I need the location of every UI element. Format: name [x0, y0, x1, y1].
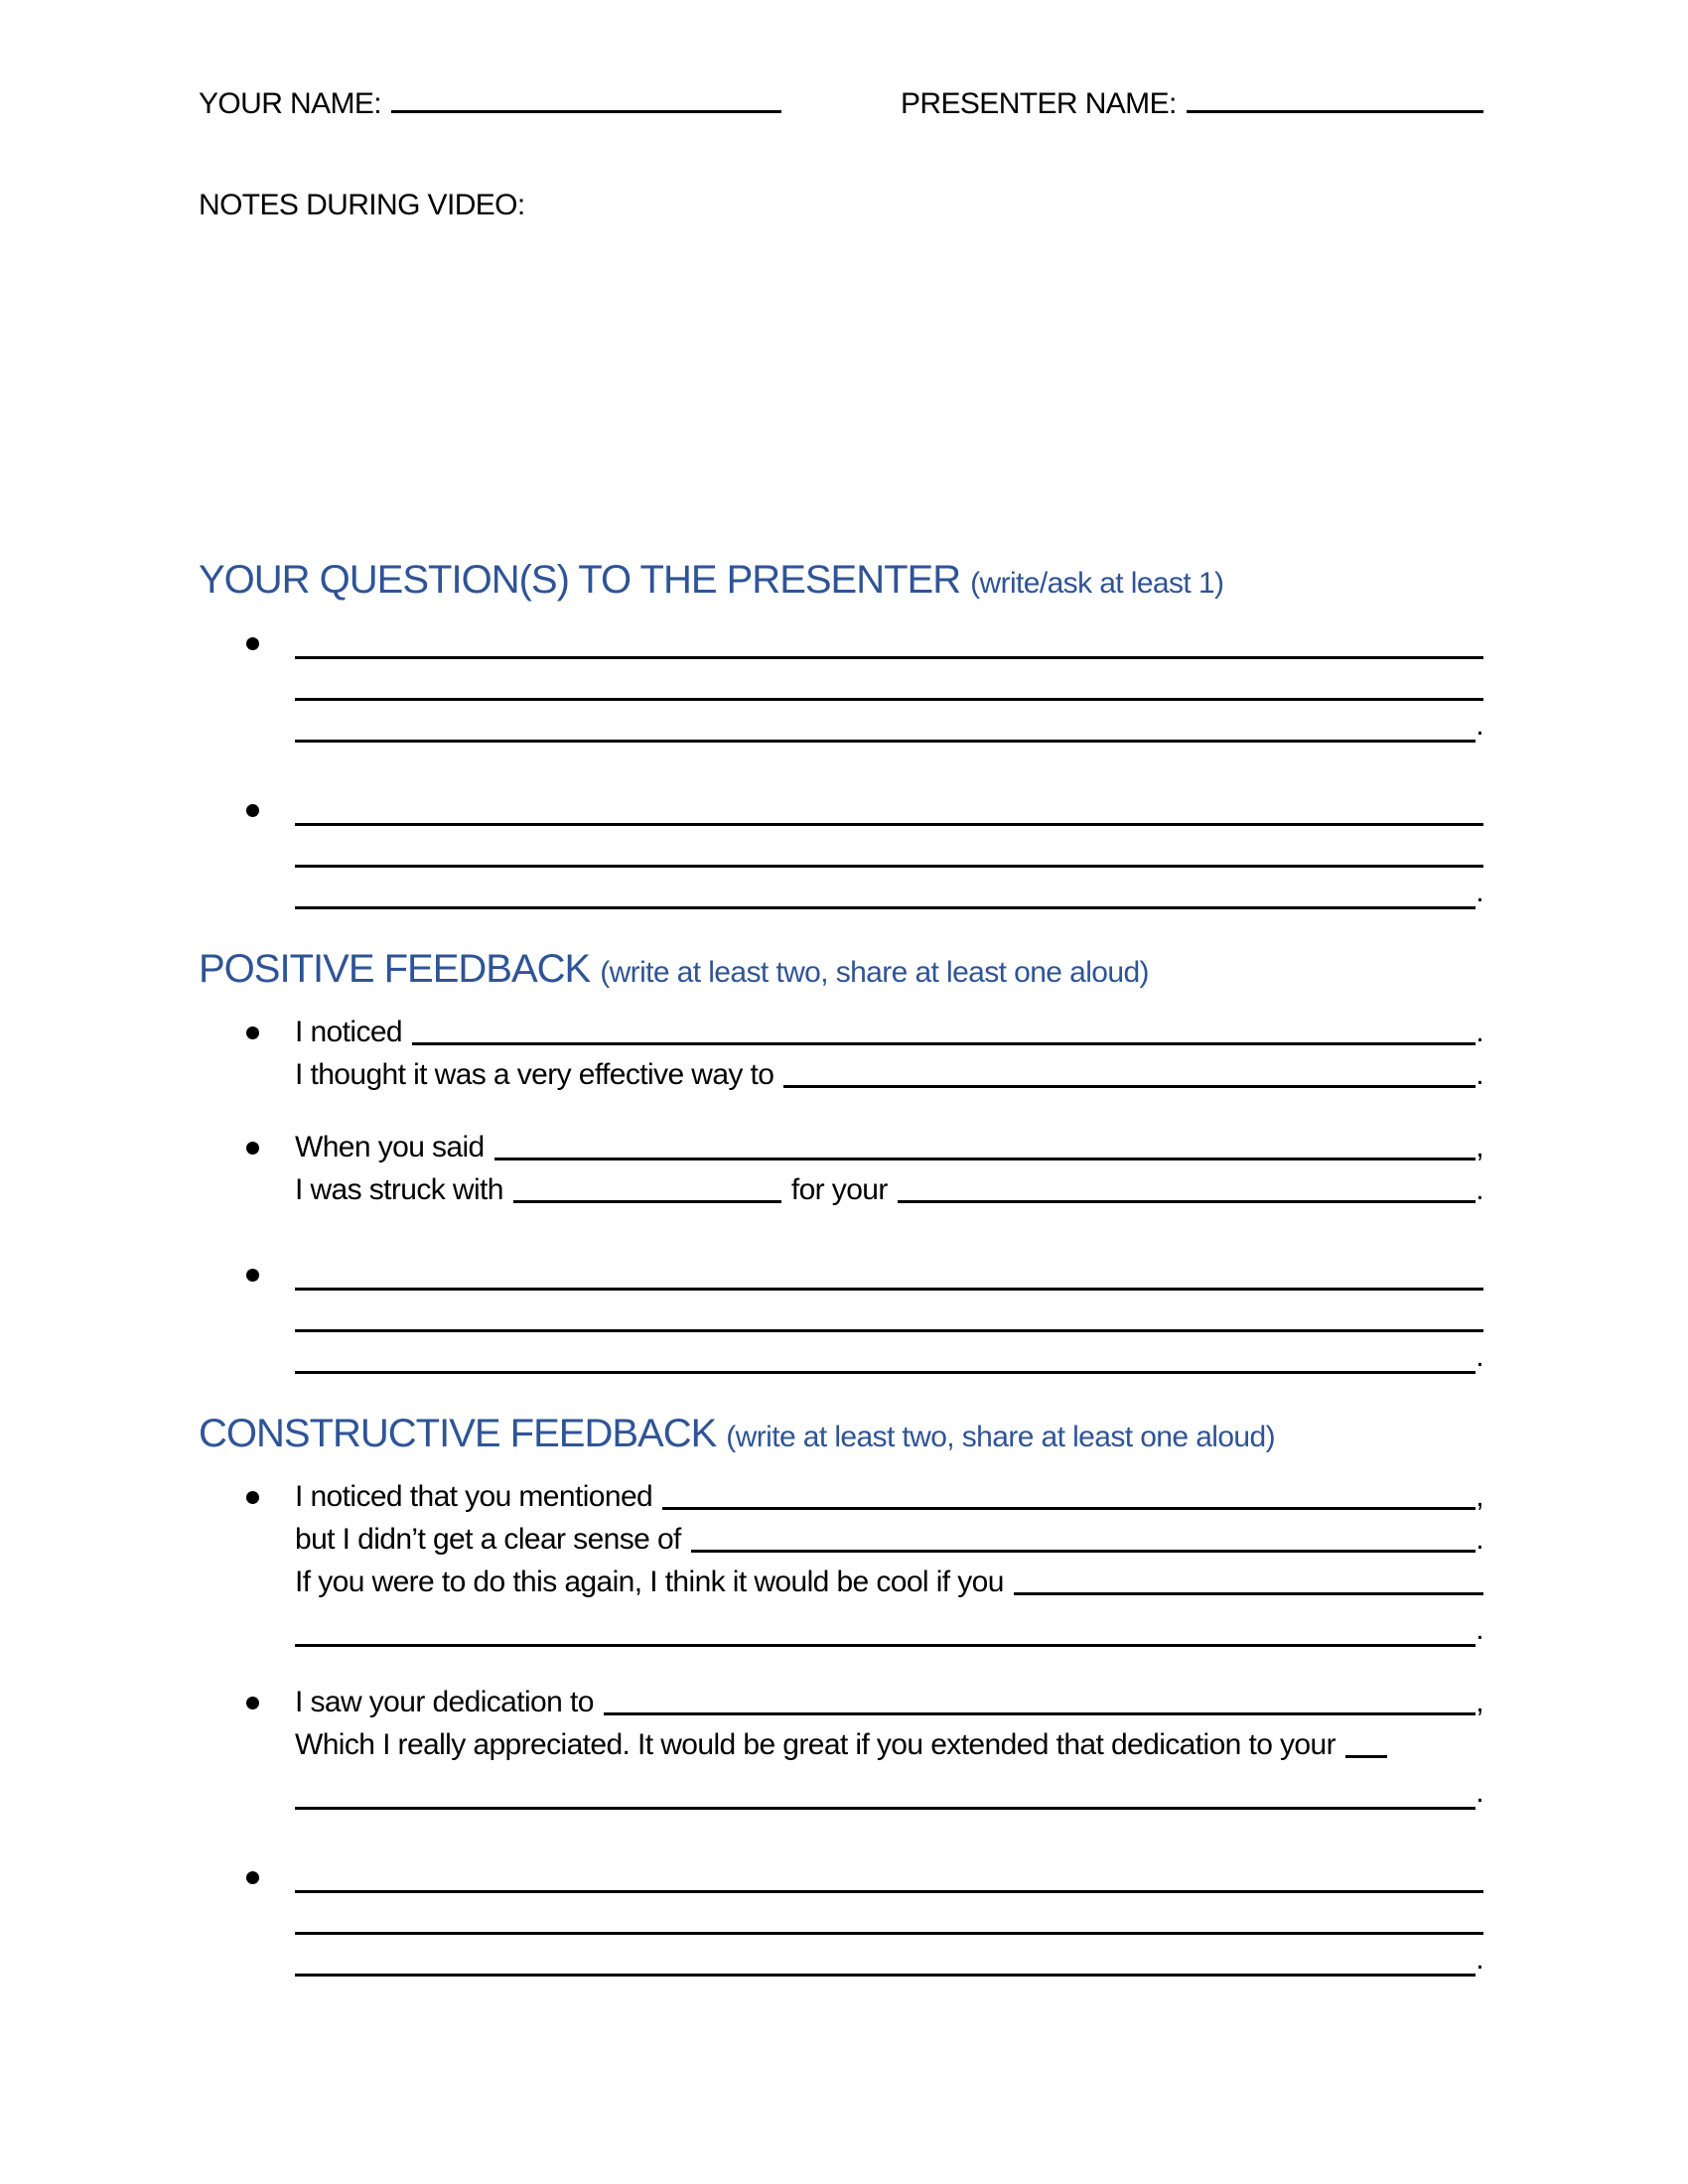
questions-title-text: YOUR QUESTION(S) TO THE PRESENTER: [199, 558, 961, 602]
your-name-label: YOUR NAME:: [199, 87, 382, 120]
blank-line: [295, 1897, 1483, 1939]
positive-bullet-2-body: [295, 1126, 1483, 1211]
blank-line: [295, 1295, 1483, 1336]
bullet-icon: [246, 1491, 259, 1504]
positive-title-text: POSITIVE FEEDBACK: [199, 947, 591, 991]
line-text: I noticed: [295, 1016, 403, 1048]
blank-line: [295, 1609, 1483, 1651]
question-bullet-2-body: [295, 788, 1483, 913]
bullet-icon: [246, 637, 259, 650]
constructive-title: [199, 1408, 1483, 1463]
section-positive-feedback: [199, 943, 1483, 1378]
punctuation: ,: [1476, 1480, 1483, 1513]
bullet-icon: [246, 1026, 259, 1039]
blank-line: [783, 1085, 1476, 1088]
your-name-field: [199, 87, 781, 121]
blank-line: [295, 1253, 1483, 1295]
fill-in-line: [295, 1518, 1483, 1561]
fill-in-line: [295, 1011, 1483, 1053]
line-text: I noticed that you mentioned: [295, 1480, 653, 1513]
fill-in-line: [295, 1053, 1483, 1096]
section-constructive-feedback: [199, 1408, 1483, 1980]
blank-line: [295, 663, 1483, 705]
blank-line: [1345, 1755, 1387, 1758]
positive-title: [199, 943, 1483, 999]
positive-subtitle: (write at least two, share at least one aloud): [600, 956, 1149, 989]
blank-line: [295, 1772, 1483, 1814]
presenter-name-label: PRESENTER NAME:: [901, 87, 1177, 120]
fill-in-line: [295, 1681, 1483, 1723]
punctuation: .: [1476, 1016, 1483, 1048]
constructive-bullet-3: [199, 1855, 1483, 1980]
questions-subtitle: (write/ask at least 1): [970, 567, 1224, 600]
positive-bullet-1: [199, 1011, 1483, 1096]
blank-line: [295, 788, 1483, 830]
presenter-name-blank: [1187, 110, 1483, 113]
punctuation: .: [1476, 1523, 1483, 1556]
constructive-subtitle: (write at least two, share at least one aloud): [726, 1421, 1275, 1453]
punctuation: .: [1476, 1776, 1483, 1809]
blank-line: [295, 705, 1483, 747]
presenter-name-field: [901, 87, 1483, 121]
punctuation: ,: [1476, 1131, 1483, 1163]
constructive-bullet-3-body: [295, 1855, 1483, 1980]
your-name-blank: [391, 110, 781, 113]
blank-line: [494, 1158, 1477, 1160]
blank-line: [412, 1042, 1476, 1045]
blank-line: [295, 1855, 1483, 1897]
fill-in-line: [295, 1723, 1483, 1766]
section-questions: [199, 554, 1483, 913]
punctuation: .: [1476, 1058, 1483, 1091]
positive-bullet-3: [199, 1253, 1483, 1378]
constructive-bullet-1: [199, 1475, 1483, 1651]
constructive-bullet-1-body: [295, 1475, 1483, 1651]
line-text: If you were to do this again, I think it would be cool if you: [295, 1566, 1004, 1598]
bullet-icon: [246, 1871, 259, 1884]
punctuation: .: [1476, 1173, 1483, 1206]
blank-line: [513, 1200, 781, 1203]
line-text: I was struck with: [295, 1173, 503, 1206]
question-bullet-2: [199, 788, 1483, 913]
punctuation: .: [1476, 1340, 1483, 1373]
positive-bullet-1-body: [295, 1011, 1483, 1096]
blank-line: [295, 621, 1483, 663]
blank-line: [604, 1712, 1476, 1715]
positive-bullet-2: [199, 1126, 1483, 1211]
line-text: Which I really appreciated. It would be great if you extended that dedication to your: [295, 1728, 1336, 1761]
blank-line: [898, 1200, 1476, 1203]
blank-line: [295, 872, 1483, 913]
header-name-row: [199, 87, 1483, 121]
constructive-title-text: CONSTRUCTIVE FEEDBACK: [199, 1412, 717, 1455]
questions-title: [199, 554, 1483, 610]
punctuation: ,: [1476, 1686, 1483, 1718]
notes-label: NOTES DURING VIDEO:: [199, 189, 525, 221]
bullet-icon: [246, 1142, 259, 1155]
line-text: but I didn’t get a clear sense of: [295, 1523, 681, 1556]
question-bullet-1: [199, 621, 1483, 747]
blank-line: [295, 1939, 1483, 1980]
line-text: for your: [790, 1173, 888, 1206]
notes-writing-area: [199, 226, 1483, 554]
blank-line: [691, 1550, 1476, 1553]
bullet-icon: [246, 1697, 259, 1709]
punctuation: .: [1476, 1613, 1483, 1646]
line-text: I saw your dedication to: [295, 1686, 594, 1718]
constructive-bullet-2: [199, 1681, 1483, 1814]
blank-line: [295, 1336, 1483, 1378]
fill-in-line: [295, 1475, 1483, 1518]
fill-in-line: [295, 1168, 1483, 1211]
bullet-icon: [246, 1269, 259, 1282]
punctuation: .: [1476, 1943, 1483, 1976]
question-bullet-1-body: [295, 621, 1483, 747]
blank-line: [662, 1507, 1476, 1510]
fill-in-line: [295, 1561, 1483, 1603]
bullet-icon: [246, 804, 259, 817]
fill-in-line: [295, 1126, 1483, 1168]
blank-line: [1014, 1592, 1483, 1595]
constructive-bullet-2-body: [295, 1681, 1483, 1814]
line-text: When you said: [295, 1131, 485, 1163]
punctuation: .: [1476, 709, 1483, 742]
punctuation: .: [1476, 876, 1483, 908]
blank-line: [295, 830, 1483, 872]
positive-bullet-3-body: [295, 1253, 1483, 1378]
line-text: I thought it was a very effective way to: [295, 1058, 774, 1091]
